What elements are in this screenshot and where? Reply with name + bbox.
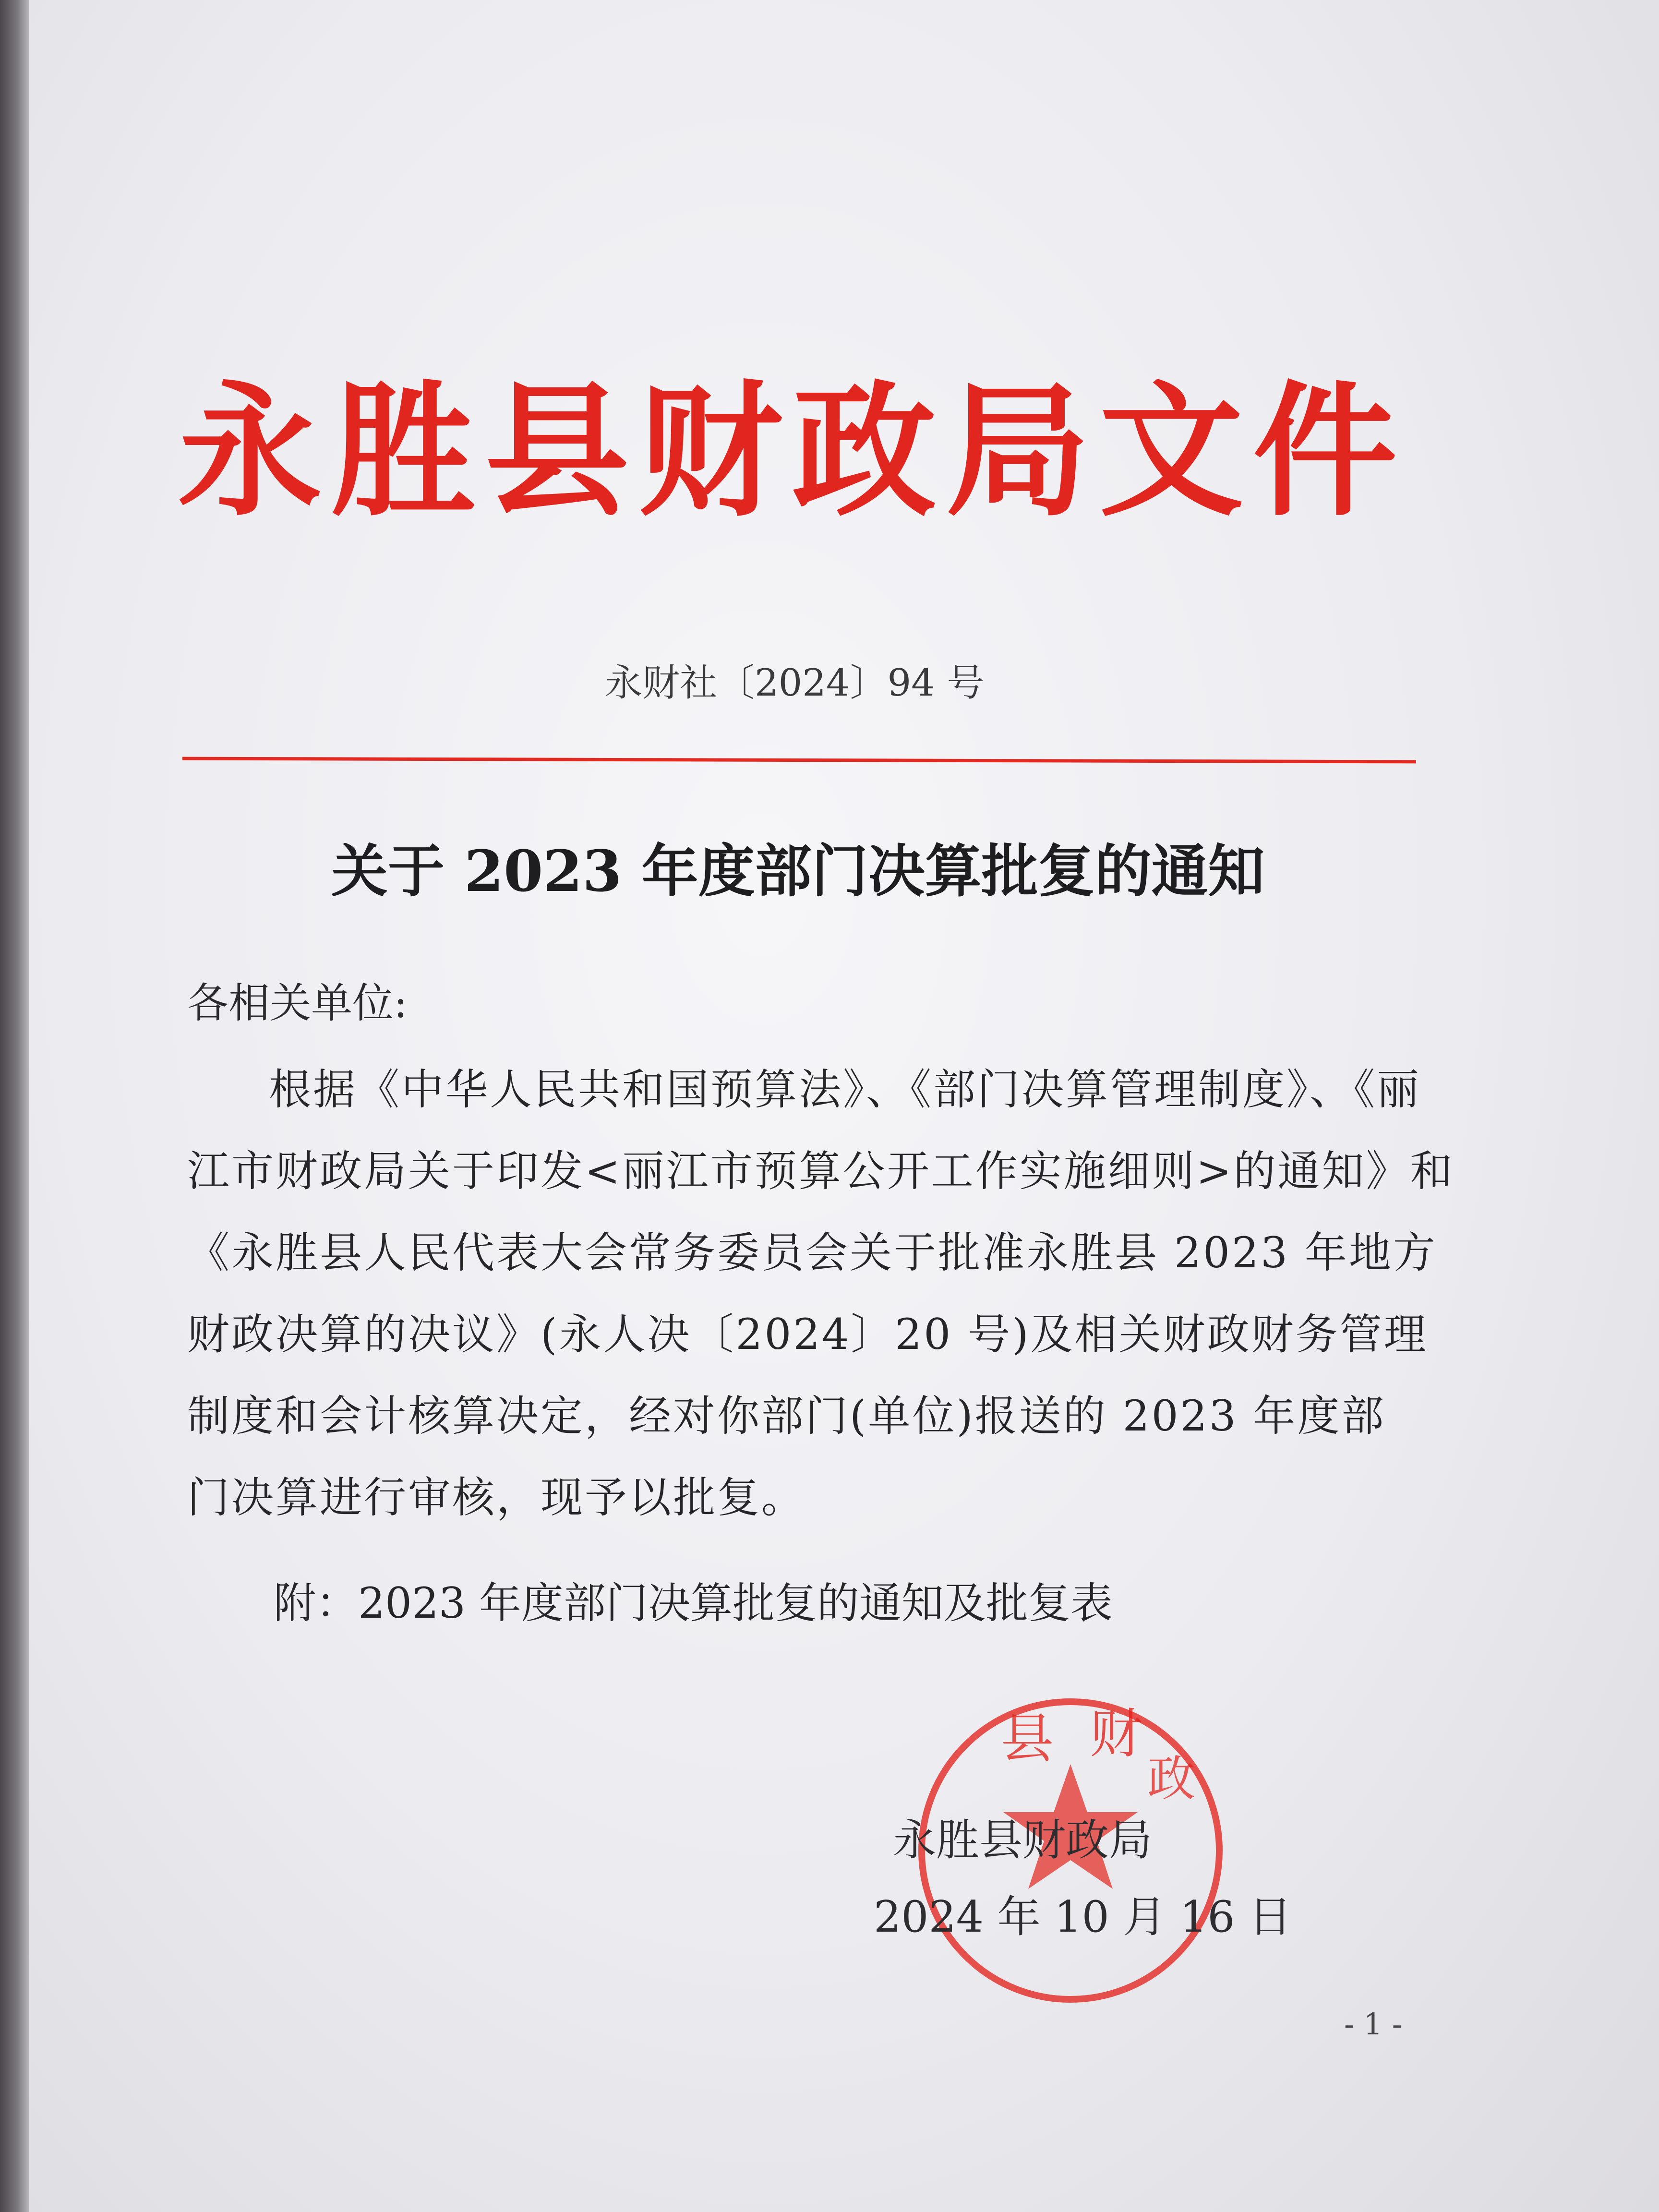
attachment-note: 附：2023 年度部门决算批复的通知及批复表 (274, 1578, 1113, 1628)
seal-text-2: 财 (1090, 1703, 1142, 1765)
signature-organization: 永胜县财政局 (893, 1815, 1152, 1865)
body-line: 门决算进行审核，现予以批复。 (187, 1473, 806, 1522)
binding-edge (0, 0, 29, 2212)
page-number: - 1 - (1344, 2007, 1402, 2042)
signature-date: 2024 年 10 月 16 日 (874, 1892, 1292, 1942)
issuer-header: 永胜县财政局文件 (178, 366, 1407, 536)
body-line: 江市财政局关于印发<丽江市预算公开工作实施细则>的通知》和 (187, 1146, 1455, 1196)
document-title: 关于 2023 年度部门决算批复的通知 (331, 838, 1265, 904)
body-line: 根据《中华人民共和国预算法》、《部门决算管理制度》、《丽 (269, 1065, 1421, 1114)
salutation: 各相关单位: (187, 979, 408, 1027)
body-line: 《永胜县人民代表大会常务委员会关于批准永胜县 2023 年地方 (187, 1228, 1437, 1277)
document-number: 永财社〔2024〕94 号 (605, 661, 985, 705)
seal-text-1: 县 (1001, 1708, 1054, 1769)
body-line: 制度和会计核算决定，经对你部门(单位)报送的 2023 年度部 (187, 1391, 1386, 1441)
seal-text-3: 政 (1147, 1751, 1195, 1807)
body-line: 财政决算的决议》(永人决〔2024〕20 号)及相关财政财务管理 (187, 1310, 1428, 1359)
